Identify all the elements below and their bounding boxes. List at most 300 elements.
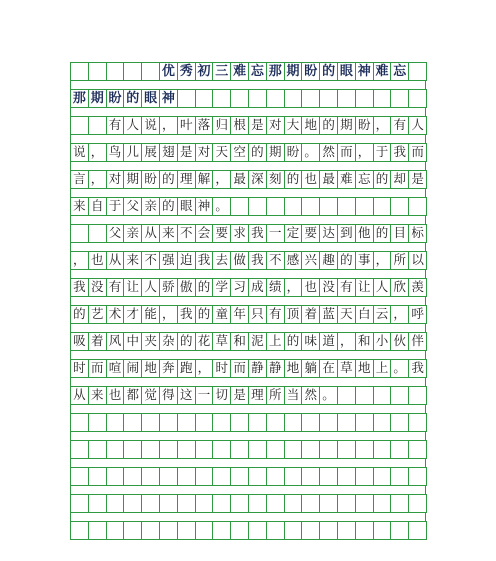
body-character: 空 [233, 144, 246, 160]
body-character: 的 [375, 225, 389, 241]
grid-cell [355, 251, 374, 270]
grid-cell [373, 278, 392, 297]
body-character: 却 [393, 171, 407, 187]
grid-cell [123, 224, 142, 243]
grid-cell [177, 143, 196, 162]
body-character: 要 [215, 225, 229, 241]
grid-cell [159, 197, 178, 216]
body-character: 人 [411, 117, 424, 133]
body-character: 也 [304, 279, 318, 295]
grid-cell [284, 116, 303, 135]
grid-cell [141, 62, 160, 81]
grid-cell [159, 521, 178, 540]
body-character: ， [162, 306, 175, 322]
grid-cell [284, 224, 303, 243]
grid-cell [319, 143, 338, 162]
grid-cell [123, 116, 142, 135]
grid-cell [123, 467, 142, 486]
grid-row [70, 467, 426, 486]
body-character: 儿 [126, 144, 140, 160]
grid-cell [408, 116, 427, 135]
body-character: 时 [73, 360, 86, 376]
grid-cell [248, 332, 267, 351]
grid-cell [177, 170, 196, 189]
grid-cell [212, 413, 231, 432]
grid-cell [177, 197, 196, 216]
body-character: 也 [108, 387, 122, 403]
body-character: 会 [197, 225, 211, 241]
body-character: 学 [215, 279, 229, 295]
body-character: 我 [197, 252, 211, 268]
body-character: 来 [162, 225, 175, 241]
grid-cell [337, 251, 356, 270]
grid-row [70, 305, 426, 324]
title-character: 优 [161, 64, 175, 79]
grid-cell [301, 467, 320, 486]
body-character: 来 [90, 387, 104, 403]
grid-cell [284, 278, 303, 297]
body-character: 年 [233, 306, 246, 322]
spacer-frame [70, 378, 426, 386]
grid-row [70, 251, 426, 270]
grid-cell [355, 278, 374, 297]
grid-cell [408, 278, 427, 297]
grid-cell [284, 413, 303, 432]
body-character: 得 [162, 387, 175, 403]
grid-cell [355, 170, 374, 189]
grid-cell [230, 305, 249, 324]
grid-cell [230, 440, 249, 459]
grid-cell [88, 224, 107, 243]
grid-cell [248, 143, 267, 162]
body-character: 地 [304, 117, 318, 133]
grid-cell [177, 359, 196, 378]
grid-row [70, 494, 426, 513]
grid-cell [408, 170, 427, 189]
grid-cell [355, 89, 374, 108]
grid-cell [248, 521, 267, 540]
spacer-frame [70, 162, 426, 170]
grid-cell [159, 224, 178, 243]
body-character: 言 [73, 171, 86, 187]
grid-cell [70, 494, 89, 513]
row-spacer [70, 459, 426, 467]
body-character: 理 [251, 387, 264, 403]
grid-cell [390, 116, 409, 135]
grid-cell [373, 521, 392, 540]
grid-cell [248, 197, 267, 216]
body-character: 草 [215, 333, 229, 349]
grid-cell [195, 89, 214, 108]
body-character: 切 [215, 387, 229, 403]
grid-cell [248, 359, 267, 378]
grid-cell [177, 494, 196, 513]
body-character: 草 [340, 360, 353, 376]
grid-cell [88, 143, 107, 162]
grid-cell [230, 332, 249, 351]
grid-cell [301, 440, 320, 459]
title-character: 的 [126, 91, 140, 106]
body-character: 盼 [286, 144, 300, 160]
title-character: 盼 [108, 91, 122, 106]
body-character: 和 [233, 333, 246, 349]
body-character: 的 [179, 333, 193, 349]
body-character: 鸟 [108, 144, 122, 160]
grid-cell [355, 332, 374, 351]
body-character: 有 [268, 306, 282, 322]
grid-cell [230, 359, 249, 378]
grid-cell [266, 494, 285, 513]
grid-cell [230, 224, 249, 243]
grid-cell [195, 494, 214, 513]
grid-row [70, 197, 426, 216]
grid-cell [141, 467, 160, 486]
grid-cell [230, 116, 249, 135]
grid-cell [337, 116, 356, 135]
grid-cell [266, 278, 285, 297]
body-character: 一 [197, 387, 211, 403]
grid-cell [390, 224, 409, 243]
grid-cell [123, 197, 142, 216]
body-character: 感 [286, 252, 300, 268]
body-character: 骄 [162, 279, 175, 295]
grid-cell [106, 116, 125, 135]
grid-cell [319, 170, 338, 189]
body-character: 静 [268, 360, 282, 376]
body-character: 人 [375, 279, 389, 295]
body-character: ， [162, 117, 175, 133]
grid-cell [106, 521, 125, 540]
grid-cell [248, 413, 267, 432]
body-character: 以 [411, 252, 424, 268]
title-character: 的 [322, 64, 336, 79]
body-character: 童 [215, 306, 229, 322]
body-character: 眼 [179, 198, 193, 214]
body-character: ， [215, 171, 228, 187]
row-spacer [70, 243, 426, 251]
grid-cell [230, 89, 249, 108]
grid-cell [408, 440, 427, 459]
title-character: 神 [161, 91, 175, 106]
grid-cell [408, 359, 427, 378]
grid-cell [408, 494, 427, 513]
grid-cell [70, 143, 89, 162]
grid-cell [70, 413, 89, 432]
grid-cell [373, 170, 392, 189]
grid-cell [373, 305, 392, 324]
grid-cell [408, 89, 427, 108]
body-character: 的 [197, 306, 211, 322]
grid-cell [390, 332, 409, 351]
body-character: 没 [90, 279, 104, 295]
grid-cell [106, 89, 125, 108]
grid-cell [408, 143, 427, 162]
body-character: ， [375, 117, 389, 133]
grid-cell [284, 359, 303, 378]
grid-cell [355, 521, 374, 540]
body-character: ， [73, 252, 86, 268]
grid-cell [141, 143, 160, 162]
grid-cell [319, 251, 338, 270]
grid-cell [355, 359, 374, 378]
title-character: 难 [233, 64, 247, 79]
body-character: 我 [73, 279, 86, 295]
grid-cell [70, 386, 89, 405]
body-character: 期 [126, 171, 140, 187]
grid-cell [319, 197, 338, 216]
grid-cell [212, 494, 231, 513]
grid-cell [212, 251, 231, 270]
body-character: 小 [375, 333, 389, 349]
body-character: 期 [268, 144, 282, 160]
grid-cell [159, 413, 178, 432]
row-spacer [70, 270, 426, 278]
grid-cell [212, 170, 231, 189]
grid-cell [159, 62, 178, 81]
body-character: 杂 [162, 333, 175, 349]
body-character: 是 [179, 144, 193, 160]
spacer-frame [70, 324, 426, 332]
body-character: 迫 [179, 252, 193, 268]
body-character: 我 [251, 252, 264, 268]
body-character: 达 [322, 225, 335, 241]
grid-cell [212, 359, 231, 378]
grid-cell [195, 359, 214, 378]
grid-cell [373, 359, 392, 378]
grid-cell [141, 89, 160, 108]
grid-cell [70, 89, 89, 108]
grid-cell [319, 278, 338, 297]
grid-cell [123, 332, 142, 351]
grid-cell [266, 521, 285, 540]
title-character: 眼 [144, 91, 158, 106]
grid-cell [373, 467, 392, 486]
body-character: 。 [393, 360, 406, 376]
body-character: 人 [144, 279, 157, 295]
grid-cell [177, 332, 196, 351]
grid-cell [355, 386, 374, 405]
body-character: 的 [73, 306, 86, 322]
grid-cell [123, 413, 142, 432]
grid-cell [390, 89, 409, 108]
body-character: 没 [322, 279, 335, 295]
grid-cell [230, 494, 249, 513]
grid-cell [106, 197, 125, 216]
grid-cell [230, 197, 249, 216]
grid-cell [159, 359, 178, 378]
grid-cell [123, 251, 142, 270]
body-character: 也 [90, 252, 104, 268]
body-character: 的 [162, 171, 175, 187]
grid-row [70, 116, 426, 135]
spacer-frame [70, 243, 426, 251]
grid-row [70, 440, 426, 459]
grid-cell [390, 143, 409, 162]
grid-cell [390, 278, 409, 297]
grid-cell [373, 251, 392, 270]
grid-cell [390, 359, 409, 378]
grid-cell [390, 305, 409, 324]
grid-cell [106, 62, 125, 81]
body-character: 我 [251, 225, 264, 241]
body-character: 才 [126, 306, 140, 322]
body-character: 有 [340, 279, 353, 295]
body-character: 。 [215, 198, 228, 214]
body-character: 父 [108, 225, 122, 241]
body-character: 而 [411, 144, 424, 160]
grid-cell [88, 440, 107, 459]
grid-cell [266, 332, 285, 351]
grid-cell [177, 116, 196, 135]
grid-cell [284, 143, 303, 162]
title-character: 初 [197, 64, 211, 79]
grid-cell [337, 332, 356, 351]
grid-row [70, 143, 426, 162]
grid-cell [248, 62, 267, 81]
body-character: 地 [144, 360, 157, 376]
body-character: 让 [126, 279, 140, 295]
body-character: ， [90, 144, 104, 160]
grid-cell [212, 197, 231, 216]
body-character: 静 [251, 360, 264, 376]
body-character: 我 [411, 360, 424, 376]
grid-cell [319, 440, 338, 459]
spacer-frame [70, 405, 426, 413]
body-character: 所 [268, 387, 282, 403]
grid-cell [230, 170, 249, 189]
body-character: 忘 [357, 171, 371, 187]
grid-cell [88, 170, 107, 189]
grid-cell [337, 305, 356, 324]
grid-cell [177, 305, 196, 324]
grid-cell [284, 197, 303, 216]
body-character: 泥 [251, 333, 264, 349]
body-character: 白 [357, 306, 371, 322]
spacer-frame [70, 108, 426, 116]
grid-cell [212, 521, 231, 540]
body-character: 而 [233, 360, 246, 376]
body-character: 标 [411, 225, 424, 241]
body-character: 伙 [393, 333, 407, 349]
body-character: 的 [251, 144, 264, 160]
grid-cell [266, 305, 285, 324]
grid-cell [373, 197, 392, 216]
body-character: 盼 [144, 171, 157, 187]
grid-cell [230, 278, 249, 297]
grid-cell [70, 359, 89, 378]
body-character: 兴 [304, 252, 318, 268]
grid-cell [408, 521, 427, 540]
row-spacer [70, 81, 426, 89]
grid-cell [88, 359, 107, 378]
body-character: 着 [304, 306, 318, 322]
grid-cell [159, 494, 178, 513]
grid-cell [212, 89, 231, 108]
grid-cell [408, 305, 427, 324]
grid-cell [337, 143, 356, 162]
title-character: 眼 [339, 64, 353, 79]
grid-cell [123, 494, 142, 513]
title-character: 那 [268, 64, 282, 79]
body-character: 的 [197, 279, 211, 295]
grid-cell [159, 89, 178, 108]
body-character: 强 [162, 252, 175, 268]
body-character: 有 [108, 117, 122, 133]
grid-cell [177, 467, 196, 486]
grid-cell [319, 62, 338, 81]
grid-cell [159, 278, 178, 297]
grid-row [70, 170, 426, 189]
body-character: 要 [304, 225, 318, 241]
grid-cell [319, 332, 338, 351]
grid-cell [390, 170, 409, 189]
grid-cell [373, 332, 392, 351]
body-character: 来 [73, 198, 86, 214]
grid-cell [266, 170, 285, 189]
grid-cell [337, 197, 356, 216]
grid-cell [319, 116, 338, 135]
grid-cell [301, 197, 320, 216]
body-character: 而 [90, 360, 104, 376]
title-character: 难 [375, 64, 389, 79]
body-character: 而 [340, 144, 353, 160]
spacer-frame [70, 486, 426, 494]
body-character: 天 [340, 306, 353, 322]
grid-cell [301, 251, 320, 270]
grid-cell [408, 332, 427, 351]
grid-cell [141, 494, 160, 513]
grid-cell [390, 440, 409, 459]
body-character: 的 [162, 198, 175, 214]
grid-cell [248, 494, 267, 513]
body-character: 去 [215, 252, 229, 268]
grid-cell [390, 197, 409, 216]
grid-cell [177, 224, 196, 243]
body-character: 于 [375, 144, 389, 160]
body-character: 最 [233, 171, 246, 187]
body-character: 的 [340, 252, 353, 268]
grid-cell [355, 197, 374, 216]
grid-cell [337, 62, 356, 81]
body-character: 所 [393, 252, 407, 268]
grid-cell [337, 224, 356, 243]
grid-row [70, 359, 426, 378]
grid-cell [284, 305, 303, 324]
grid-row [70, 413, 426, 432]
body-character: 地 [286, 360, 300, 376]
grid-cell [141, 251, 160, 270]
body-character: ， [375, 252, 389, 268]
body-character: 。 [304, 144, 317, 160]
body-character: 术 [108, 306, 122, 322]
body-character: 在 [322, 360, 335, 376]
body-character: 是 [233, 387, 246, 403]
grid-cell [230, 143, 249, 162]
grid-cell [319, 413, 338, 432]
grid-cell [141, 359, 160, 378]
grid-cell [141, 197, 160, 216]
grid-cell [390, 386, 409, 405]
grid-cell [319, 386, 338, 405]
grid-cell [123, 305, 142, 324]
grid-cell [355, 62, 374, 81]
body-character: 都 [126, 387, 140, 403]
row-spacer [70, 189, 426, 197]
grid-cell [141, 332, 160, 351]
body-character: 的 [375, 171, 389, 187]
grid-cell [177, 413, 196, 432]
body-character: 这 [179, 387, 193, 403]
